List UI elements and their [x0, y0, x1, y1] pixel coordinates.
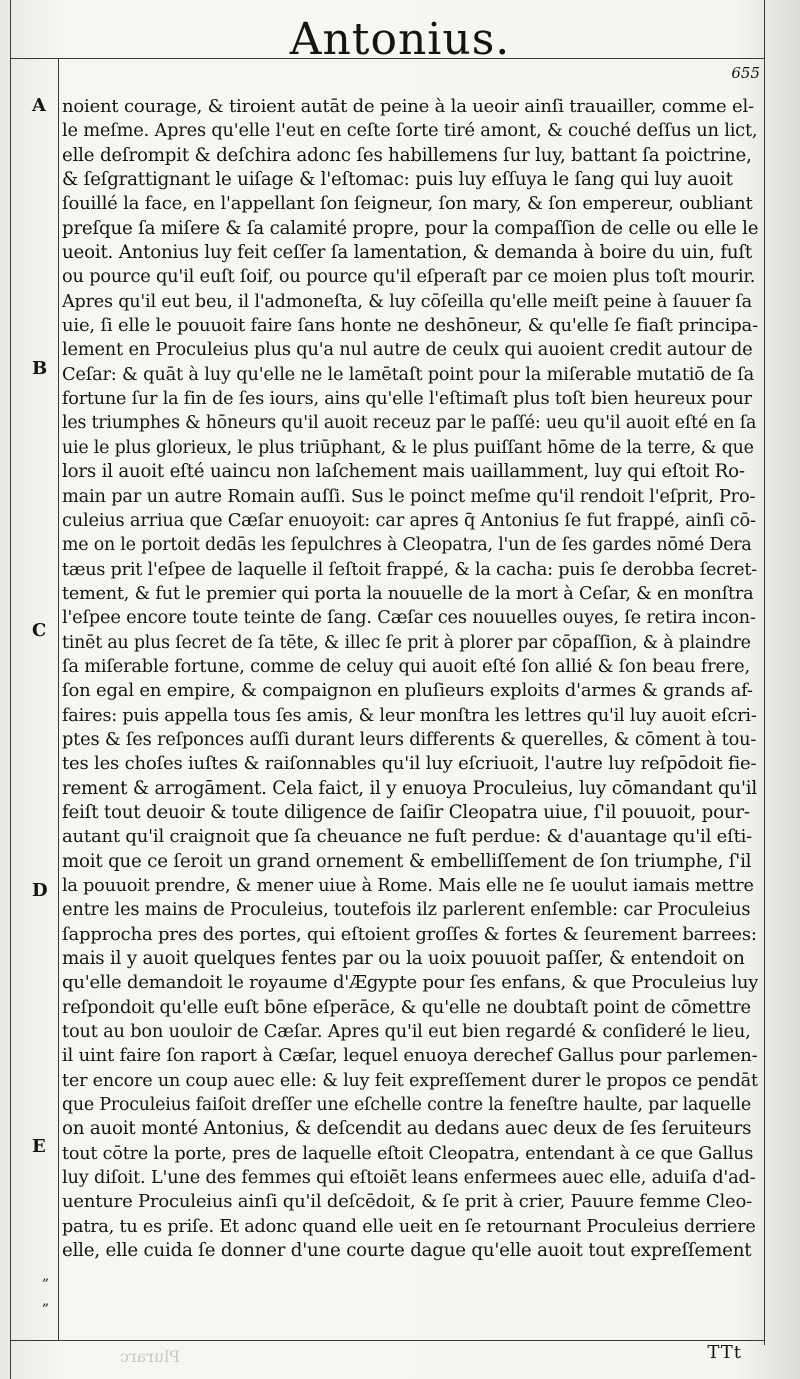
text-line: elle, elle cuida ſe donner d'une courte dague qu'elle auoit tout expreſſement: [62, 1240, 752, 1262]
text-line: lors il auoit eſté uaincu non laſchement mais uaillamment, luy qui eſtoit Ro-: [62, 461, 745, 483]
text-line: feiſt tout deuoir & toute diligence de ſaiſir Cleopatra uiue, ſ'il pouuoit, pour-: [62, 801, 750, 823]
margin-marker-d: D: [32, 880, 48, 901]
text-line: tes les choſes iuſtes & raiſonnables qu'il luy eſcriuoit, l'autre luy reſpōdoit fie-: [62, 753, 757, 775]
text-line: faires: puis appella tous ſes amis, & leur monſtra les lettres qu'il luy auoit eſcri-: [62, 705, 757, 726]
text-line: moit que ce ſeroit un grand ornement & embelliſſement de ſon triumphe, ſ'il: [62, 850, 752, 872]
text-line: uie, ſi elle le pouuoit faire ſans honte ne deshōneur, & qu'elle ſe fiaſt principa-: [62, 315, 758, 337]
text-line: tæus prit l'eſpee de laquelle il ſeſtoit frappé, & la cacha: puis ſe derobba ſecret-: [62, 559, 757, 580]
right-frame-rule: [764, 0, 765, 1345]
text-line: ſon egal en empire, & compaignon en pluſieurs exploits d'armes & grands af-: [62, 680, 753, 702]
signature-mark: TTt: [707, 1342, 742, 1363]
page-title: Antonius.: [289, 14, 511, 65]
text-line: autant qu'il craignoit que ſa cheuance ne fuſt perdue: & d'auantage qu'il eſti-: [62, 826, 753, 848]
text-line: & ſeſgrattignant le uiſage & l'eſtomac: puis luy eſſuya le ſang qui luy auoit: [62, 169, 733, 191]
bleed-through-text: Plurarc: [120, 1347, 180, 1366]
text-line: ptes & ſes reſponces auſſi durant leurs differents & querelles, & cōment à tou-: [62, 728, 757, 750]
text-line: luy diſoit. L'une des femmes qui eſtoiēt leans enfermees auec elle, aduiſa d'ad-: [62, 1167, 756, 1189]
page-number: 655: [731, 64, 760, 82]
body-text: [62, 95, 758, 1264]
text-line: qu'elle demandoit le royaume d'Ægypte pour ſes enfans, & que Proculeius luy: [62, 972, 758, 994]
text-line: Apres qu'il eut beu, il l'admoneſta, & luy cōſeilla qu'elle meiſt peine à ſauuer ſa: [62, 291, 752, 312]
text-line: uenture Proculeius ainſi qu'il deſcēdoit, & ſe prit à crier, Pauure femme Cleo-: [62, 1191, 753, 1213]
text-line: patra, tu es priſe. Et adonc quand elle ueit en ſe retournant Proculeius derriere: [62, 1216, 756, 1237]
text-line: on auoit monté Antonius, & deſcendit au dedans auec deux de ſes ſeruiteurs: [62, 1118, 752, 1140]
quotation-mark: „: [42, 1293, 50, 1309]
text-line: me on le portoit dedās les ſepulchres à Cleopatra, l'un de ſes gardes nōmé Dera: [62, 535, 752, 556]
text-line: les triumphes & hōneurs qu'il auoit receuz par le paſſé: ueu qu'il auoit eſté en ſa: [62, 413, 757, 434]
left-frame-rule: [10, 0, 11, 1379]
margin-marker-c: C: [32, 620, 47, 641]
text-line: reſpondoit qu'elle euſt bōne eſperāce, & qu'elle ne doubtaſt point de cōmettre: [62, 996, 751, 1018]
text-line: le meſme. Apres qu'elle l'eut en ceſte ſorte tiré amont, & couché deſſus un lict,: [62, 120, 758, 142]
text-line: ueoit. Antonius luy feit ceſſer ſa lamentation, & demanda à boire du uin, fuſt: [62, 242, 753, 264]
text-line: lement en Proculeius plus qu'a nul autre de ceulx qui auoient credit autour de: [62, 339, 753, 361]
text-line: la pouuoit prendre, & mener uiue à Rome. Mais elle ne ſe uoulut iamais mettre: [62, 876, 754, 896]
text-line: ter encore un coup auec elle: & luy feit expreſſement durer le propos ce pendāt: [62, 1070, 758, 1091]
text-line: culeius arriua que Cæſar enuoyoit: car apres q̄ Antonius ſe fut frappé, ainſi cō-: [62, 509, 756, 531]
text-line: il uint faire ſon raport à Cæſar, lequel enuoya derechef Gallus pour parlemen-: [62, 1045, 758, 1067]
text-line: noient courage, & tiroient autāt de peine à la ueoir ainſi trauailler, comme el-: [62, 96, 754, 117]
text-line: tement, & fut le premier qui porta la nouuelle de la mort à Ceſar, & en monſtra: [62, 583, 754, 604]
quotation-mark: „: [42, 1268, 50, 1284]
margin-rule: [58, 58, 59, 1340]
text-line: mais il y auoit quelques fentes par ou la uoix pouuoit paſſer, & entendoit on: [62, 948, 745, 970]
text-line: ſouillé la face, en l'appellant ſon ſeigneur, ſon mary, & ſon empereur, oubliant: [62, 193, 753, 215]
text-line: Ceſar: & quāt à luy qu'elle ne le lamētaſt point pour la miſerable mutatiō de ſa: [62, 363, 754, 385]
text-line: entre les mains de Proculeius, toutefois ilz parlerent enſemble: car Proculeius: [62, 899, 751, 921]
text-line: ou pource qu'il euſt ſoif, ou pource qu'il eſperaſt par ce moien plus toſt mourir.: [62, 266, 756, 288]
text-line: tinēt au plus ſecret de ſa tēte, & illec ſe prit à plorer par cōpaſſion, & à plaindre: [62, 632, 751, 653]
text-line: fortune ſur la fin de ſes iours, ains qu'elle l'eſtimaſt plus toſt bien heureux pour: [62, 389, 752, 410]
margin-marker-e: E: [32, 1136, 46, 1157]
text-line: rement & arrogāment. Cela faict, il y enuoya Proculeius, luy cōmandant qu'il: [62, 777, 757, 799]
margin-marker-a: A: [32, 95, 46, 116]
text-line: tout cōtre la porte, pres de laquelle eſtoit Cleopatra, entendant à ce que Gallus: [62, 1143, 754, 1164]
text-line: main par un autre Romain auſſi. Sus le poinct meſme qu'il rendoit l'eſprit, Pro-: [62, 485, 756, 507]
text-line: l'eſpee encore toute teinte de ſang. Cæſar ces nouuelles ouyes, ſe retira incon-: [62, 607, 756, 629]
text-line: tout au bon uouloir de Cæſar. Apres qu'il eut bien regardé & conſideré le lieu,: [62, 1021, 751, 1043]
text-line: ſa miſerable fortune, comme de celuy qui auoit eſté ſon allié & ſon beau frere,: [62, 655, 750, 677]
text-line: ſapprocha pres des portes, qui eſtoient groſſes & fortes & ſeurement barrees:: [62, 923, 757, 945]
text-line: uie le plus glorieux, le plus triūphant, & le plus puiſſant hōme de la terre, & que: [62, 437, 754, 458]
bottom-frame-rule: [10, 1340, 764, 1341]
text-line: elle deſrompit & deſchira adonc ſes habillemens ſur luy, battant ſa poictrine,: [62, 144, 752, 166]
text-line: que Proculeius faiſoit dreſſer une eſchelle contre la feneſtre haulte, par laquelle: [62, 1095, 752, 1116]
text-line: preſque ſa miſere & ſa calamité propre, pour la compaſſion de celle ou elle le: [62, 217, 758, 239]
margin-marker-b: B: [32, 358, 48, 379]
